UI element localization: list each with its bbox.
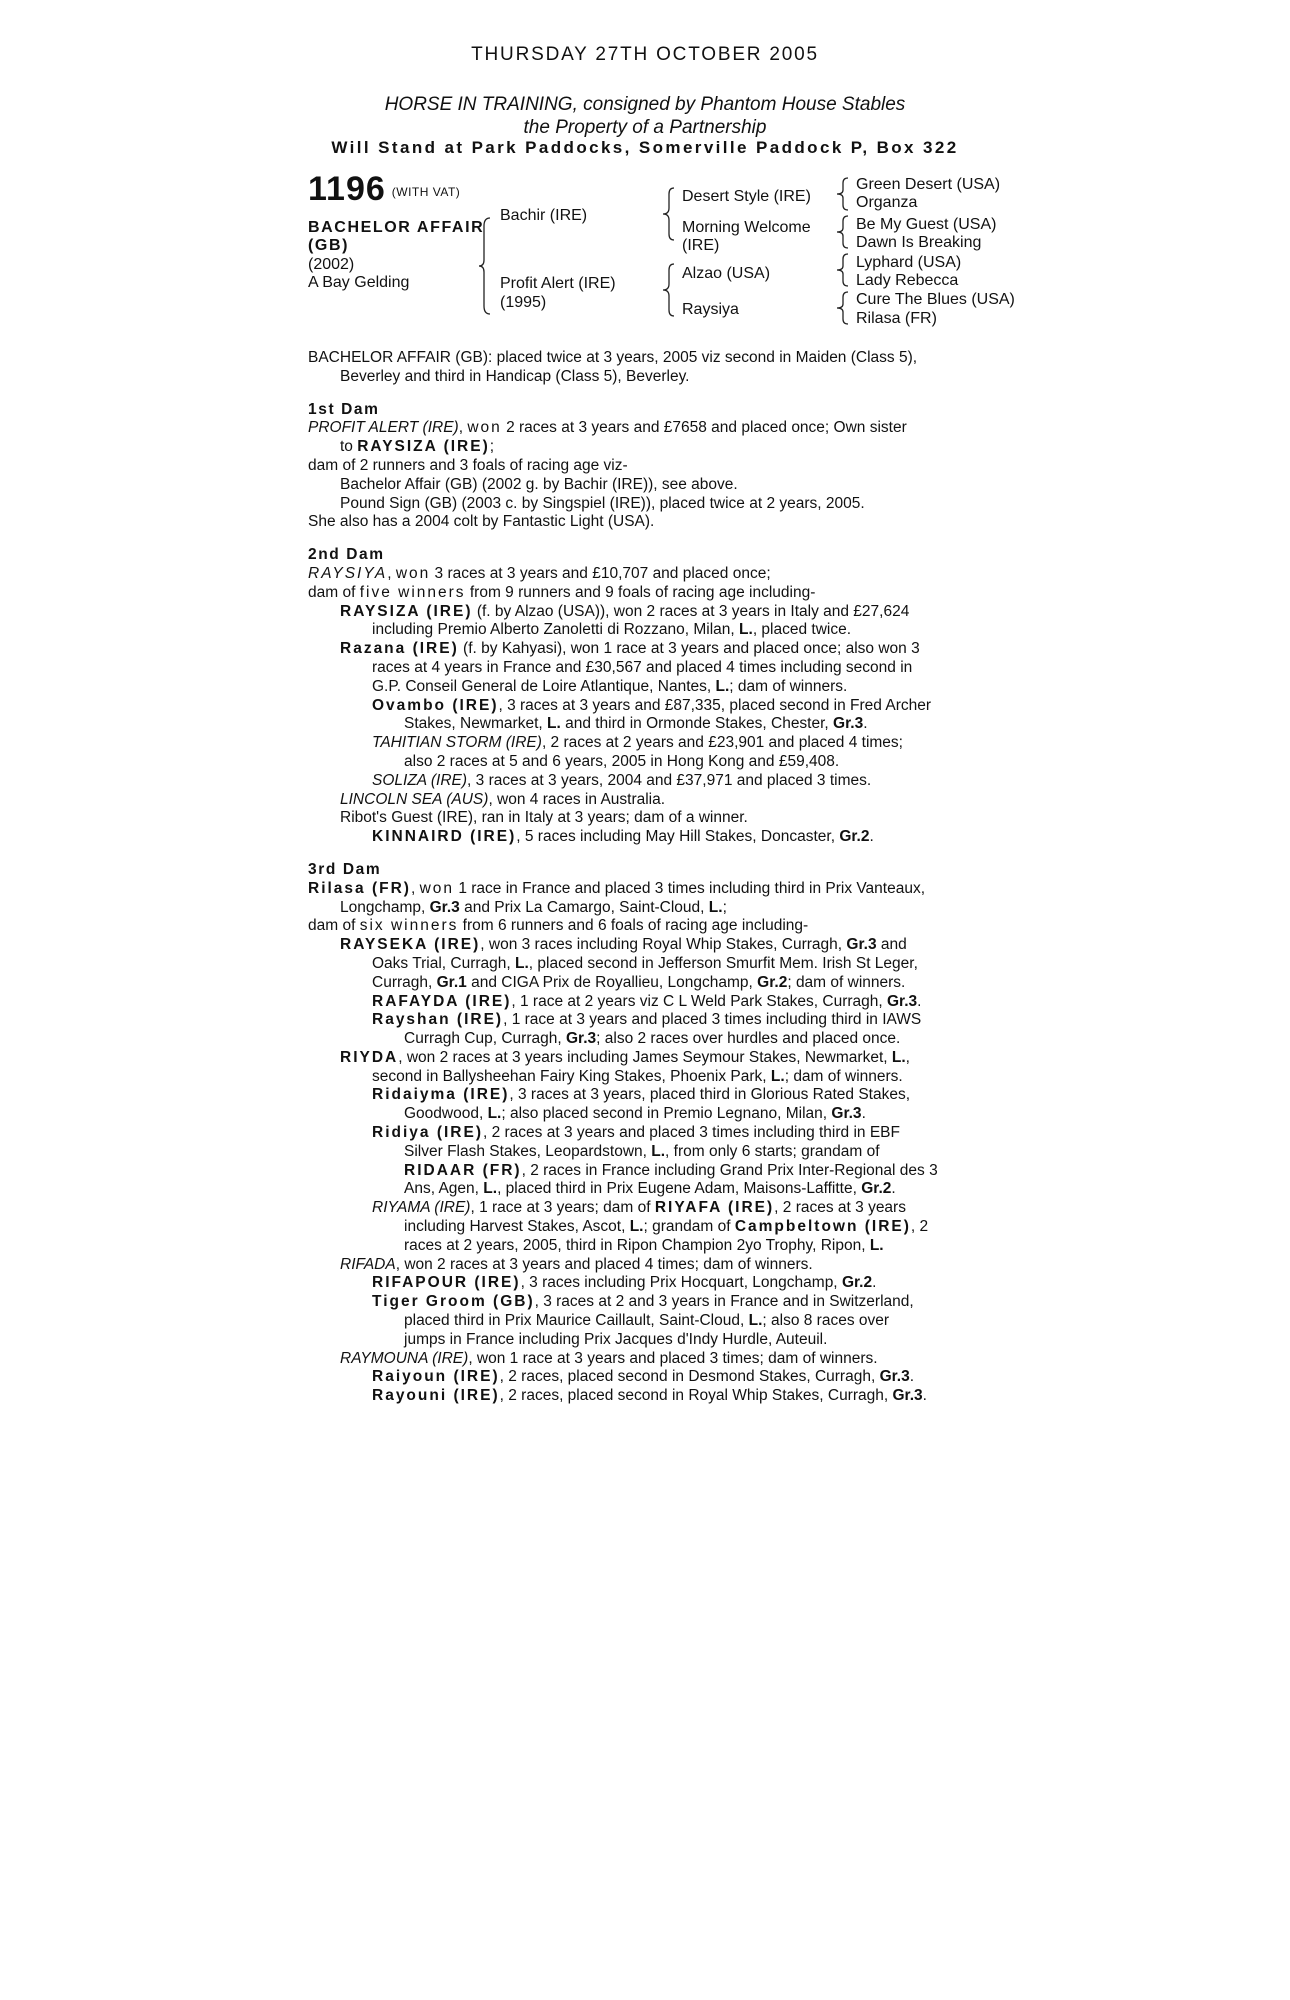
text: , won 2 races at 3 years including James Seymour Stakes, Newmarket, — [398, 1048, 892, 1066]
grade-listed: L. — [770, 1067, 785, 1085]
grade-group: Gr.3 — [833, 715, 864, 733]
grand-sire-4: Cure The Blues (USA) — [856, 291, 1015, 308]
grade-listed: L. — [483, 1180, 498, 1198]
won-text: won — [419, 879, 455, 897]
text: , — [905, 1048, 910, 1066]
grand-sire-3: Lyphard (USA) — [856, 254, 962, 271]
won-text: won — [395, 564, 431, 582]
text: placed third in Prix Maurice Caillault, Saint-Cloud, — [404, 1312, 749, 1330]
horse-name-bold: Rayouni (IRE) — [372, 1387, 500, 1405]
summary-line: BACHELOR AFFAIR (GB): placed twice at 3 years, 2005 viz second in Maiden (Class 5), — [308, 349, 918, 366]
text: , 2 races at 2 years and £23,901 and placed 4 times; — [541, 734, 903, 752]
lot-number-row — [308, 170, 461, 208]
horse-name: BACHELOR AFFAIR — [308, 219, 485, 236]
dam-name: PROFIT ALERT (IRE) — [308, 419, 459, 437]
text: ; dam of winners. — [784, 1067, 903, 1085]
text: 3 races at 3 years and £10,707 and placed once; — [430, 564, 771, 582]
text: 1 race in France and placed 3 times including third in Prix Vanteaux, — [454, 879, 926, 897]
progeny-line — [308, 1049, 1008, 1068]
text: ; also 8 races over — [762, 1312, 890, 1330]
text: , 1 race at 2 years viz C L Weld Park Stakes, Curragh, — [511, 992, 887, 1010]
brace-g2 — [836, 214, 850, 250]
grade-listed: L. — [651, 1142, 666, 1160]
horse-name-bold: Raiyoun (IRE) — [372, 1368, 500, 1386]
dam-year: (1995) — [500, 294, 547, 311]
text: , 2 races, placed second in Desmond Stakes, Curragh, — [499, 1368, 880, 1386]
text: and — [876, 936, 907, 954]
horse-name-italic: TAHITIAN STORM (IRE) — [372, 734, 542, 752]
grade-listed: L. — [739, 621, 753, 639]
progeny-line — [308, 1368, 1008, 1387]
sire-dam-line1: Morning Welcome — [682, 219, 811, 236]
text: Ans, Agen, — [404, 1180, 484, 1198]
first-dam-line — [308, 419, 1008, 438]
pedigree-block — [308, 170, 1028, 336]
text: , 2 — [910, 1218, 929, 1236]
text: . — [922, 1387, 927, 1405]
horse-name-italic: LINCOLN SEA (AUS) — [340, 790, 489, 808]
grade-listed: L. — [547, 715, 561, 733]
text: , — [410, 879, 420, 897]
progeny-line — [308, 1143, 1008, 1162]
text: G.P. Conseil General de Loire Atlantique, Nantes, — [372, 677, 716, 695]
text: and Prix La Camargo, Saint-Cloud, — [459, 898, 709, 916]
progeny-line — [308, 791, 1008, 810]
brace-parents — [478, 216, 492, 316]
winners-count: five winners — [359, 583, 466, 601]
progeny-line: Ribot's Guest (IRE), ran in Italy at 3 years; dam of a winner. — [340, 809, 748, 827]
second-dam-line — [308, 565, 1008, 584]
progeny-line — [308, 1068, 1008, 1087]
progeny-line — [308, 1124, 1008, 1143]
text: , — [458, 419, 468, 437]
grade-group: Gr.3 — [831, 1105, 862, 1123]
text: ; also 2 races over hurdles and placed once. — [596, 1030, 901, 1048]
grand-dam-3: Lady Rebecca — [856, 272, 959, 289]
horse-name-bold: Rayshan (IRE) — [372, 1011, 504, 1029]
second-dam-heading: 2nd Dam — [308, 546, 385, 564]
text: and third in Ormonde Stakes, Chester, — [560, 715, 834, 733]
horse-name-bold: Ridaiyma (IRE) — [372, 1086, 510, 1104]
text: Silver Flash Stakes, Leopardstown, — [404, 1142, 652, 1160]
text: ; dam of winners. — [787, 973, 906, 991]
grand-dam-2: Dawn Is Breaking — [856, 234, 982, 251]
text: , 3 races at 3 years, 2004 and £37,971 and placed 3 times. — [467, 771, 872, 789]
text: , won 3 races including Royal Whip Stakes, Curragh, — [480, 936, 847, 954]
progeny-line: jumps in France including Prix Jacques d'Indy Hurdle, Auteuil. — [404, 1330, 828, 1348]
winners-count: six winners — [359, 917, 459, 935]
progeny-line — [308, 1256, 1008, 1275]
progeny-line — [308, 1011, 1008, 1030]
grade-group: Gr.3 — [846, 936, 877, 954]
text: , won 1 race at 3 years and placed 3 times; dam of winners. — [468, 1349, 878, 1367]
text: . — [863, 715, 868, 733]
won-text: won — [467, 419, 502, 437]
progeny-line — [308, 1105, 1008, 1124]
grand-dam-1: Organza — [856, 194, 918, 211]
grade-group: Gr.3 — [565, 1030, 597, 1048]
text: Goodwood, — [404, 1105, 488, 1123]
grade-listed: L. — [715, 677, 730, 695]
progeny-line — [308, 1350, 1008, 1369]
horse-description: A Bay Gelding — [308, 274, 410, 291]
progeny-line: races at 4 years in France and £30,567 and placed 4 times including second in — [372, 658, 913, 676]
text: , 5 races including May Hill Stakes, Doncaster, — [516, 828, 840, 846]
horse-name-italic: SOLIZA (IRE) — [372, 771, 468, 789]
stabling-line: Will Stand at Park Paddocks, Somerville Paddock P, Box 322 — [331, 138, 959, 157]
grade-listed: L. — [629, 1218, 644, 1236]
horse-name-italic: RIFADA — [340, 1255, 396, 1273]
progeny-line — [308, 993, 1008, 1012]
grade-listed: L. — [708, 898, 723, 916]
text: , 3 races at 2 and 3 years in France and in Switzerland, — [534, 1293, 914, 1311]
horse-name-bold: RAYSIZA (IRE) — [340, 602, 473, 620]
horse-name-bold: RAYSIZA (IRE) — [357, 438, 490, 456]
second-dam-line — [308, 584, 1008, 603]
grand-sire-2: Be My Guest (USA) — [856, 216, 997, 233]
horse-name-italic: RIYAMA (IRE) — [372, 1199, 471, 1217]
text: . — [872, 1274, 877, 1292]
sire: Bachir (IRE) — [500, 207, 588, 224]
text: races at 2 years, 2005, third in Ripon Champion 2yo Trophy, Ripon, — [404, 1236, 870, 1254]
text: Curragh, — [372, 973, 437, 991]
brace-g1 — [836, 176, 850, 212]
horse-name-bold: Razana (IRE) — [340, 640, 459, 658]
catalogue-body — [308, 349, 1008, 1406]
text: Stakes, Newmarket, — [404, 715, 547, 733]
progeny-line — [308, 974, 1008, 993]
text: including Premio Alberto Zanoletti di Rozzano, Milan, — [372, 621, 740, 639]
progeny-line — [308, 1387, 1008, 1406]
text: . — [891, 1180, 896, 1198]
grade-listed: L. — [891, 1048, 906, 1066]
progeny-line — [308, 1199, 1008, 1218]
text: , 1 race at 3 years; dam of — [470, 1199, 655, 1217]
third-dam-line — [308, 880, 1008, 899]
horse-name-bold: RAFAYDA (IRE) — [372, 992, 512, 1010]
grade-group: Gr.3 — [429, 898, 460, 916]
text: to — [340, 438, 358, 456]
horse-name-bold: RAYSEKA (IRE) — [340, 936, 481, 954]
text: , 3 races at 3 years, placed third in Glorious Rated Stakes, — [509, 1086, 911, 1104]
text: (f. by Kahyasi), won 1 race at 3 years and placed once; also won 3 — [458, 640, 920, 658]
brace-g3 — [836, 252, 850, 288]
grade-listed: L. — [515, 954, 529, 972]
dam: Profit Alert (IRE) — [500, 275, 616, 292]
text: 2 races at 3 years and £7658 and placed once; Own sister — [501, 419, 907, 437]
text: ; dam of winners. — [729, 677, 848, 695]
text: , placed twice. — [752, 621, 852, 639]
text: , placed second in Jefferson Smurfit Mem. Irish St Leger, — [528, 954, 918, 972]
grade-group: Gr.2 — [839, 828, 870, 846]
grand-dam-4: Rilasa (FR) — [856, 310, 937, 327]
horse-name-bold: RIYAFA (IRE) — [654, 1199, 775, 1217]
text: from 9 runners and 9 foals of racing age including- — [465, 583, 816, 601]
text: including Harvest Stakes, Ascot, — [404, 1218, 630, 1236]
third-dam-heading: 3rd Dam — [308, 860, 382, 878]
progeny-line — [308, 828, 1008, 847]
text: second in Ballysheehan Fairy King Stakes, Phoenix Park, — [372, 1067, 771, 1085]
summary-line: Beverley and third in Handicap (Class 5), Beverley. — [340, 367, 690, 385]
text: Curragh Cup, Curragh, — [404, 1030, 566, 1048]
progeny-line — [308, 1162, 1008, 1181]
progeny-line — [308, 1274, 1008, 1293]
sire-sire: Desert Style (IRE) — [682, 188, 811, 205]
grand-sire-1: Green Desert (USA) — [856, 176, 1001, 193]
grade-listed: L. — [487, 1105, 502, 1123]
dam-name: RAYSIYA — [308, 564, 388, 582]
text: , 2 races in France including Grand Prix Inter-Regional des 3 — [521, 1161, 938, 1179]
grade-group: Gr.2 — [841, 1274, 873, 1292]
first-dam-heading: 1st Dam — [308, 400, 380, 418]
text: (f. by Alzao (USA)), won 2 races at 3 years in Italy and £27,624 — [472, 602, 910, 620]
text: , won 2 races at 3 years and placed 4 times; dam of winners. — [395, 1255, 813, 1273]
consignment-line: HORSE IN TRAINING, consigned by Phantom House Stables — [384, 94, 906, 115]
horse-name-bold: Tiger Groom (GB) — [372, 1293, 535, 1311]
progeny-line — [308, 1030, 1008, 1049]
progeny-line: also 2 races at 5 and 6 years, 2005 in Hong Kong and £59,408. — [404, 752, 840, 770]
progeny-line — [308, 1218, 1008, 1237]
text: , placed third in Prix Eugene Adam, Maisons-Laffitte, — [497, 1180, 862, 1198]
third-dam-line — [308, 917, 1008, 936]
text: , 1 race at 3 years and placed 3 times including third in IAWS — [503, 1011, 922, 1029]
text: and CIGA Prix de Royallieu, Longchamp, — [466, 973, 758, 991]
progeny-line — [308, 772, 1008, 791]
text: ; also placed second in Premio Legnano, Milan, — [501, 1105, 832, 1123]
horse-name-italic: RAYMOUNA (IRE) — [340, 1349, 469, 1367]
grade-listed: L. — [869, 1236, 884, 1254]
sale-date: THURSDAY 27TH OCTOBER 2005 — [471, 44, 819, 65]
progeny-line — [308, 715, 1008, 734]
progeny-line — [308, 1237, 1008, 1256]
text: ; — [722, 898, 727, 916]
progeny-line — [308, 1293, 1008, 1312]
grade-group: Gr.2 — [757, 973, 788, 991]
text: dam of — [308, 917, 360, 935]
first-dam-line: She also has a 2004 colt by Fantastic Light (USA). — [308, 513, 655, 531]
text: , 2 races at 3 years and placed 3 times including third in EBF — [482, 1124, 900, 1142]
grade-group: Gr.3 — [887, 992, 918, 1010]
text: , 2 races, placed second in Royal Whip Stakes, Curragh, — [499, 1387, 893, 1405]
text: dam of — [308, 583, 360, 601]
ownership-line: the Property of a Partnership — [523, 117, 767, 138]
progeny-line: Bachelor Affair (GB) (2002 g. by Bachir (IRE)), see above. — [340, 475, 738, 493]
text: . — [909, 1368, 915, 1386]
progeny-line — [308, 640, 1008, 659]
horse-name-bold: Ovambo (IRE) — [372, 696, 499, 714]
horse-name-bold: Campbeltown (IRE) — [734, 1218, 911, 1236]
progeny-line — [308, 621, 1008, 640]
horse-name-bold: RIFAPOUR (IRE) — [372, 1274, 521, 1292]
grade-group: Gr.1 — [436, 973, 467, 991]
progeny-line — [308, 1312, 1008, 1331]
lot-number: 1196 — [308, 170, 386, 208]
vat-note: (WITH VAT) — [391, 185, 461, 199]
horse-name-bold: RIDAAR (FR) — [404, 1161, 522, 1179]
first-dam-line — [308, 438, 1008, 457]
text: . — [869, 828, 874, 846]
text: , — [387, 564, 396, 582]
grade-group: Gr.2 — [861, 1180, 892, 1198]
third-dam-line — [308, 899, 1008, 918]
horse-name-bold: Ridiya (IRE) — [372, 1124, 483, 1142]
horse-name-bold: KINNAIRD (IRE) — [372, 828, 517, 846]
text: ; — [489, 438, 495, 456]
horse-name-bold: RIYDA — [340, 1048, 399, 1066]
text: . — [917, 992, 922, 1010]
progeny-line — [308, 1180, 1008, 1199]
progeny-line — [308, 1086, 1008, 1105]
text: , 3 races at 3 years and £87,335, placed second in Fred Archer — [498, 696, 932, 714]
dam-name: Rilasa (FR) — [308, 879, 411, 897]
progeny-line — [308, 955, 1008, 974]
text: from 6 runners and 6 foals of racing age including- — [458, 917, 809, 935]
progeny-line — [308, 936, 1008, 955]
dam-sire: Alzao (USA) — [682, 265, 771, 282]
text: Longchamp, — [340, 898, 430, 916]
brace-g4 — [836, 290, 850, 326]
brace-sire-parents — [662, 186, 676, 242]
text: ; grandam of — [643, 1218, 735, 1236]
text: , from only 6 starts; grandam of — [665, 1142, 880, 1160]
grade-group: Gr.3 — [892, 1387, 923, 1405]
text: , won 4 races in Australia. — [488, 790, 666, 808]
progeny-line — [308, 734, 1008, 753]
grade-listed: L. — [748, 1312, 763, 1330]
dam-dam: Raysiya — [682, 301, 739, 318]
progeny-line — [308, 697, 1008, 716]
horse-year: (2002) — [308, 256, 355, 273]
text: . — [861, 1105, 866, 1123]
text: , 2 races at 3 years — [774, 1199, 906, 1217]
progeny-line — [308, 678, 1008, 697]
sire-dam-line2: (IRE) — [682, 237, 720, 254]
progeny-line — [308, 603, 1008, 622]
text: Oaks Trial, Curragh, — [372, 954, 515, 972]
text: , 3 races including Prix Hocquart, Longchamp, — [520, 1274, 842, 1292]
first-dam-line: dam of 2 runners and 3 foals of racing age viz- — [308, 456, 628, 474]
progeny-line: Pound Sign (GB) (2003 c. by Singspiel (IRE)), placed twice at 2 years, 2005. — [340, 494, 865, 512]
horse-country: (GB) — [308, 237, 350, 254]
grade-group: Gr.3 — [879, 1368, 910, 1386]
brace-dam-parents — [662, 262, 676, 318]
